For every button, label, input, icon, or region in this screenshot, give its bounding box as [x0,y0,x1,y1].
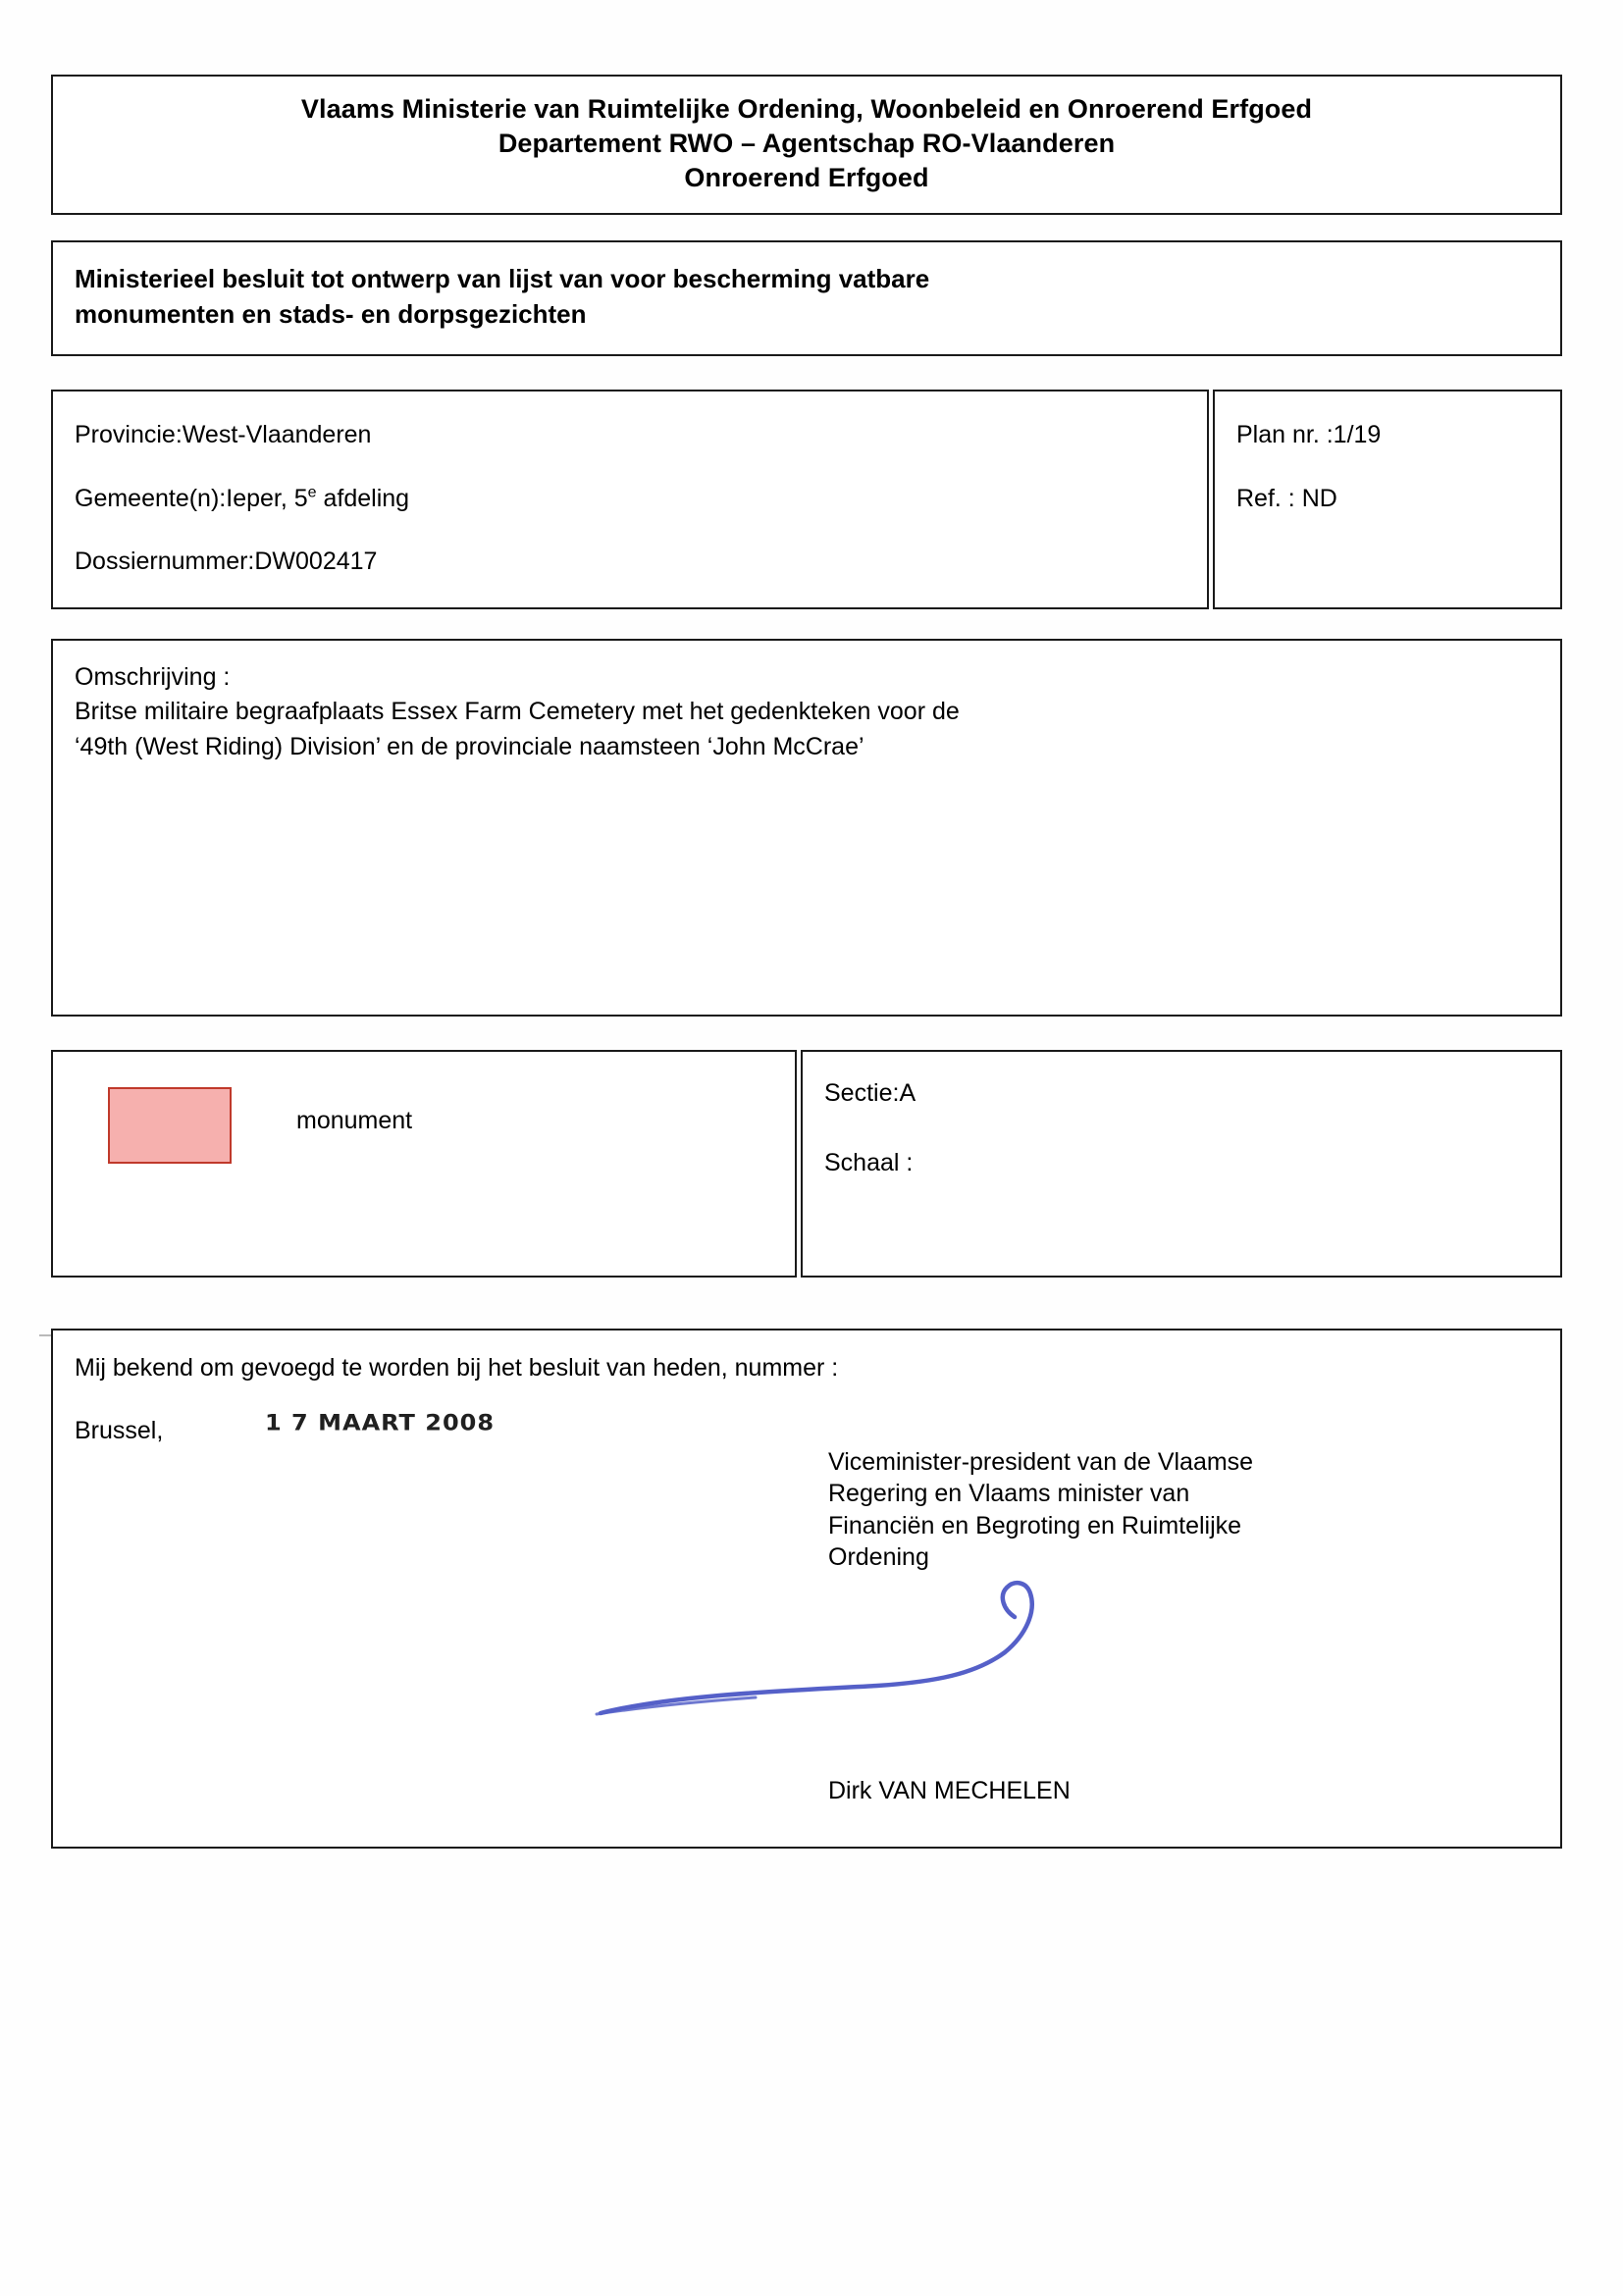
dossier-row [75,546,1185,578]
ref-label: Ref. : [1236,484,1302,512]
legend-block [51,1050,1562,1278]
description-line-1: Britse militaire begraafplaats Essex Farm Cemetery met het gedenkteken voor de [75,698,960,726]
gemeente-label: Gemeente(n): [75,484,227,512]
dossier-value: DW002417 [254,548,378,576]
minister-title-line-2: Regering en Vlaams minister van [828,1480,1190,1508]
description-label: Omschrijving : [75,662,231,691]
ref-value: ND [1301,484,1337,512]
monument-color-swatch [108,1087,232,1164]
provincie-value: West-Vlaanderen [182,421,372,449]
minister-title-line-3: Financiën en Begroting en Ruimtelijke [828,1511,1242,1539]
minister-title [828,1446,1515,1574]
sectie-row [824,1079,1539,1108]
signature-icon [583,1576,1191,1733]
schaal-row [824,1149,1539,1177]
date-stamp: 1 7 MAART 2008 [265,1410,496,1435]
handwritten-signature [583,1576,1191,1733]
minister-title-line-4: Ordening [828,1543,929,1572]
form-sheet [51,75,1562,1849]
gemeente-row [75,483,1185,515]
title-line-2: monumenten en stads- en dorpsgezichten [75,299,587,330]
gemeente-value: Ieper, 5 [226,484,308,512]
identification-right [1213,390,1562,609]
identification-block [51,390,1562,609]
legend-left [51,1050,797,1278]
header-block [51,75,1562,215]
header-line-3: Onroerend Erfgoed [684,163,929,193]
header-line-1: Vlaams Ministerie van Ruimtelijke Ordening, Woonbeleid en Onroerend Erfgoed [300,94,1313,124]
gemeente-value-suffix: afdeling [316,484,410,512]
monument-legend-label: monument [296,1106,413,1134]
gemeente-ordinal: e [307,484,317,501]
city-label: Brussel, [75,1417,164,1445]
provincie-row [75,419,1185,451]
dossier-label: Dossiernummer: [75,548,255,576]
minister-title-line-1: Viceminister-president van de Vlaamse [828,1447,1254,1476]
date-row [75,1410,1539,1445]
signature-block [51,1329,1562,1849]
provincie-label: Provincie: [75,421,183,449]
sectie-label: Sectie: [824,1078,900,1107]
plan-label: Plan nr. : [1236,421,1334,449]
ref-row [1236,483,1539,515]
footer-intro-text: Mij bekend om gevoegd te worden bij het besluit van heden, nummer : [75,1353,839,1382]
plan-row [1236,419,1539,451]
sectie-value: A [899,1078,916,1107]
title-block [51,240,1562,356]
title-line-1: Ministerieel besluit tot ontwerp van lijst van voor bescherming vatbare [75,264,930,294]
header-line-2: Departement RWO – Agentschap RO-Vlaanderen [497,129,1116,159]
plan-value: 1/19 [1333,421,1382,449]
signer-name: Dirk VAN MECHELEN [828,1776,1071,1804]
description-line-2: ‘49th (West Riding) Division’ en de provinciale naamsteen ‘John McCrae’ [75,732,864,760]
identification-left [51,390,1209,609]
description-block [51,639,1562,1017]
schaal-label: Schaal : [824,1148,914,1176]
legend-right [801,1050,1562,1278]
